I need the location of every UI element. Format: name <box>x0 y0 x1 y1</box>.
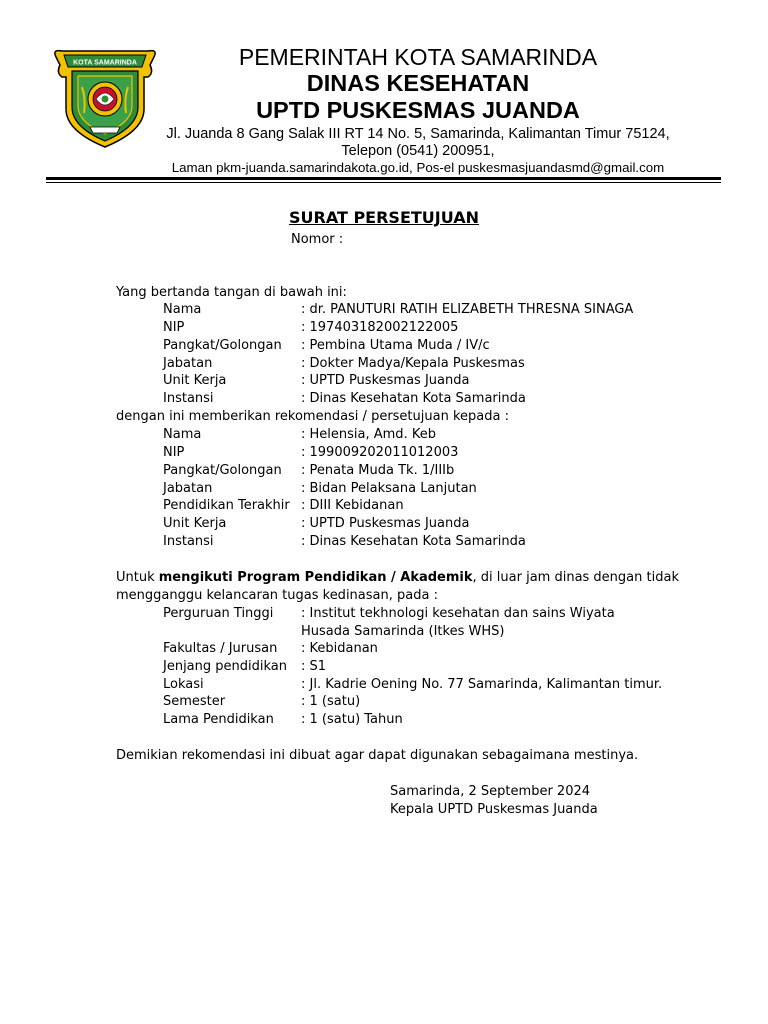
signer-value: : Dokter Madya/Kepala Puskesmas <box>301 356 525 371</box>
recipient-value: : Helensia, Amd. Keb <box>301 427 436 442</box>
kop-contact <box>130 160 706 175</box>
kop-uptd: UPTD PUSKESMAS JUANDA <box>256 97 580 123</box>
svg-text:KOTA SAMARINDA: KOTA SAMARINDA <box>73 59 137 67</box>
kop-divider-thin <box>46 182 721 183</box>
recipient-value: : DIII Kebidanan <box>301 498 404 513</box>
program-label: Perguruan Tinggi <box>163 606 274 621</box>
closing-text: Demikian rekomendasi ini dibuat agar dapat digunakan sebagaimana mestinya. <box>116 748 639 763</box>
program-label: Fakultas / Jurusan <box>163 641 278 656</box>
recipient-value: : Bidan Pelaksana Lanjutan <box>301 481 477 496</box>
program-value: : 1 (satu) <box>301 694 361 709</box>
signer-value: : dr. PANUTURI RATIH ELIZABETH THRESNA SINAGA <box>301 302 634 317</box>
kop-address: Jl. Juanda 8 Gang Salak III RT 14 No. 5, Samarinda, Kalimantan Timur 75124, <box>166 126 670 142</box>
program-value-cont: Husada Samarinda (Itkes WHS) <box>301 624 505 639</box>
purpose-text <box>116 569 679 586</box>
program-label: Lokasi <box>163 677 204 692</box>
purpose-pre: Untuk <box>116 570 159 585</box>
transition-text: dengan ini memberikan rekomendasi / persetujuan kepada : <box>116 409 509 424</box>
signer-label: Nama <box>163 302 202 317</box>
place-date: Samarinda, 2 September 2024 <box>390 784 591 799</box>
recipient-value: : Penata Muda Tk. 1/IIIb <box>301 463 455 478</box>
recipient-label: Pendidikan Terakhir <box>163 498 290 513</box>
signer-value: : UPTD Puskesmas Juanda <box>301 373 470 388</box>
recipient-value: : 199009202011012003 <box>301 445 459 460</box>
purpose-bold: mengikuti Program Pendidikan / Akademik <box>158 570 473 585</box>
laman-link[interactable]: pkm-juanda.samarindakota.go.id, <box>216 160 413 175</box>
recipient-label: NIP <box>163 445 185 460</box>
purpose-post: , di luar jam dinas dengan tidak <box>472 570 679 585</box>
document-title: SURAT PERSETUJUAN <box>288 208 480 227</box>
kop-dinas: DINAS KESEHATAN <box>306 70 530 96</box>
intro-text: Yang bertanda tangan di bawah ini: <box>116 285 347 300</box>
document-number: Nomor : <box>291 232 344 247</box>
laman-label: Laman <box>171 160 213 175</box>
program-label: Jenjang pendidikan <box>163 659 287 674</box>
kop-pemerintah: PEMERINTAH KOTA SAMARINDA <box>238 44 598 70</box>
recipient-label: Nama <box>163 427 202 442</box>
program-value: : Jl. Kadrie Oening No. 77 Samarinda, Kalimantan timur. <box>301 677 663 692</box>
recipient-value: : Dinas Kesehatan Kota Samarinda <box>301 534 526 549</box>
signer-value: : Dinas Kesehatan Kota Samarinda <box>301 391 526 406</box>
purpose-line2: mengganggu kelancaran tugas kedinasan, pada : <box>116 588 438 603</box>
signer-value: : 197403182002122005 <box>301 320 459 335</box>
recipient-label: Jabatan <box>163 481 213 496</box>
program-value: : 1 (satu) Tahun <box>301 712 403 727</box>
signer-label: Pangkat/Golongan <box>163 338 282 353</box>
signer-title: Kepala UPTD Puskesmas Juanda <box>390 802 598 817</box>
signer-value: : Pembina Utama Muda / IV/c <box>301 338 490 353</box>
program-label: Lama Pendidikan <box>163 712 274 727</box>
posel-label: Pos-el <box>416 160 455 175</box>
program-value: : S1 <box>301 659 327 674</box>
recipient-value: : UPTD Puskesmas Juanda <box>301 516 470 531</box>
program-label: Semester <box>163 694 226 709</box>
kop-divider-thick <box>46 177 721 180</box>
kop-phone: Telepon (0541) 200951, <box>341 143 495 159</box>
program-value: : Institut tekhnologi kesehatan dan sains Wiyata <box>301 606 615 621</box>
signer-label: Jabatan <box>163 356 213 371</box>
signer-label: Unit Kerja <box>163 373 227 388</box>
email-link[interactable]: puskesmasjuandasmd@gmail.com <box>457 160 665 175</box>
recipient-label: Pangkat/Golongan <box>163 463 282 478</box>
recipient-label: Instansi <box>163 534 214 549</box>
signer-label: Instansi <box>163 391 214 406</box>
recipient-label: Unit Kerja <box>163 516 227 531</box>
program-value: : Kebidanan <box>301 641 378 656</box>
signer-label: NIP <box>163 320 185 335</box>
